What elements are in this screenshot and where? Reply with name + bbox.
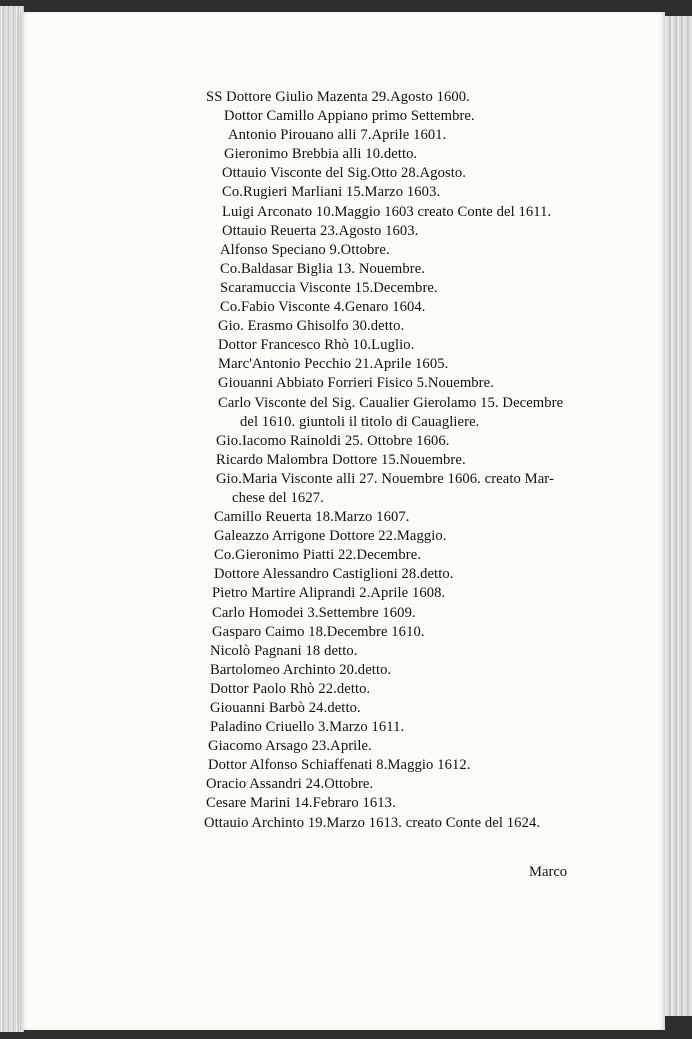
list-entry: Gasparo Caimo 18.Decembre 1610. <box>212 623 425 640</box>
list-entry: Oracio Assandri 24.Ottobre. <box>206 776 374 793</box>
list-entry: Pietro Martire Aliprandi 2.Aprile 1608. <box>212 585 446 602</box>
list-entry: Gio.Maria Visconte alli 27. Nouembre 1606. creato Mar- <box>216 470 554 487</box>
list-entry: Ottauio Reuerta 23.Agosto 1603. <box>222 222 419 239</box>
list-entry: Gio. Erasmo Ghisolfo 30.detto. <box>218 318 405 335</box>
list-entry: Dottor Alfonso Schiaffenati 8.Maggio 1612. <box>208 757 471 774</box>
list-entry: Gio.Iacomo Rainoldi 25. Ottobre 1606. <box>216 432 450 449</box>
list-entry: Co.Fabio Visconte 4.Genaro 1604. <box>220 299 426 316</box>
list-entry: Cesare Marini 14.Febraro 1613. <box>206 795 396 812</box>
list-entry: Dottor Paolo Rhò 22.detto. <box>210 680 371 697</box>
page-edges-right <box>662 16 692 1016</box>
register-list <box>184 88 624 833</box>
list-entry: Gieronimo Brebbia alli 10.detto. <box>224 146 418 163</box>
list-entry: Ottauio Archinto 19.Marzo 1613. creato Conte del 1624. <box>204 814 541 831</box>
list-entry: Dottor Francesco Rhò 10.Luglio. <box>218 337 415 354</box>
list-entry: Co.Gieronimo Piatti 22.Decembre. <box>214 547 422 564</box>
list-entry: Giacomo Arsago 23.Aprile. <box>208 738 372 755</box>
list-entry: Antonio Pirouano alli 7.Aprile 1601. <box>228 127 447 144</box>
list-entry-continuation: del 1610. giuntoli il titolo di Cauagliere. <box>240 413 480 430</box>
list-entry: Dottor Camillo Appiano primo Settembre. <box>224 108 475 125</box>
list-entry: Giouanni Abbiato Forrieri Fisico 5.Nouembre. <box>218 375 494 392</box>
list-entry: Nicolò Pagnani 18 detto. <box>210 642 358 659</box>
list-entry: Galeazzo Arrigone Dottore 22.Maggio. <box>214 528 447 545</box>
list-entry: Camillo Reuerta 18.Marzo 1607. <box>214 509 410 526</box>
list-entry: Ottauio Visconte del Sig.Otto 28.Agosto. <box>222 165 467 182</box>
list-entry: Ricardo Malombra Dottore 15.Nouembre. <box>216 451 466 468</box>
list-entry: SS Dottore Giulio Mazenta 29.Agosto 1600. <box>206 89 470 105</box>
catchword: Marco <box>529 864 568 880</box>
list-entry: Dottore Alessandro Castiglioni 28.detto. <box>214 566 454 583</box>
list-entry: Carlo Visconte del Sig. Caualier Gierolamo 15. Decembre <box>218 394 564 411</box>
list-entry: Marc'Antonio Pecchio 21.Aprile 1605. <box>218 356 449 373</box>
list-entry: Scaramuccia Visconte 15.Decembre. <box>220 279 438 296</box>
list-entry: Co.Rugieri Marliani 15.Marzo 1603. <box>222 184 441 201</box>
list-entry: Co.Baldasar Biglia 13. Nouembre. <box>220 260 426 277</box>
list-entry: Bartolomeo Archinto 20.detto. <box>210 661 392 678</box>
list-entry: Luigi Arconato 10.Maggio 1603 creato Conte del 1611. <box>222 203 552 220</box>
list-entry: Paladino Criuello 3.Marzo 1611. <box>210 719 405 736</box>
list-entry: Alfonso Speciano 9.Ottobre. <box>220 241 390 258</box>
list-entry: Giouanni Barbò 24.detto. <box>210 700 361 716</box>
list-entry-continuation: chese del 1627. <box>232 489 324 506</box>
list-entry: Carlo Homodei 3.Settembre 1609. <box>212 604 416 621</box>
